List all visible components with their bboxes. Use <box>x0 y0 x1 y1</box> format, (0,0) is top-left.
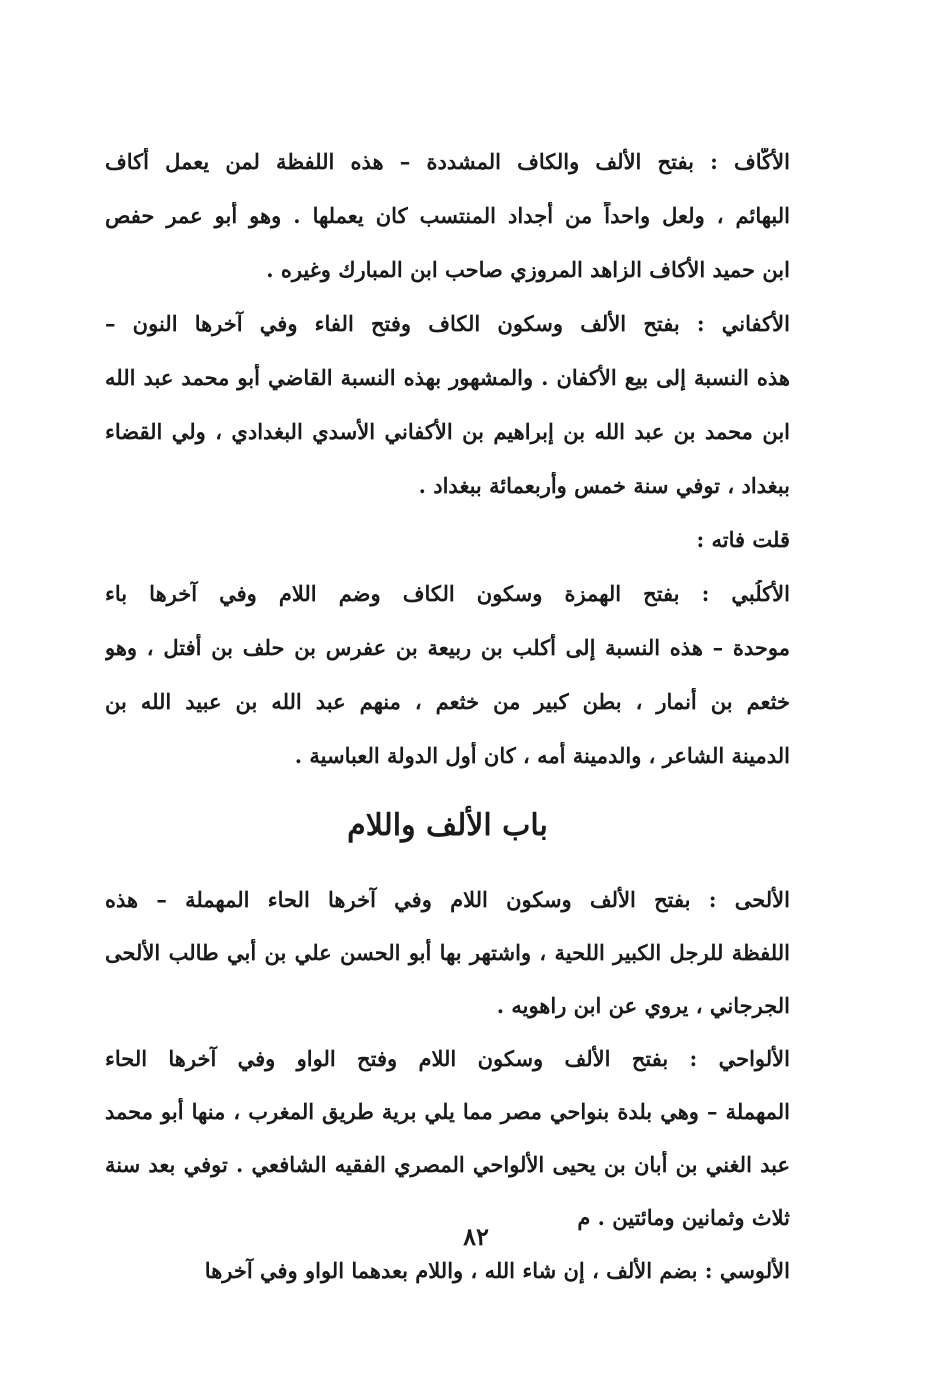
text-line: الجرجاني ، يروي عن ابن راهويه . <box>496 993 790 1018</box>
page-number: ٨٢ <box>463 1222 489 1251</box>
entry <box>105 148 790 284</box>
entry <box>105 310 790 500</box>
text-line: خثعم بن أنمار ، بطن كبير من خثعم ، منهم عبد الله بن عبيد الله بن <box>105 689 790 714</box>
text-line: الأكلُبي : بفتح الهمزة وسكون الكاف وضم اللام وفي آخرها باء <box>105 581 790 606</box>
text-line: ببغداد ، توفي سنة خمس وأربعمائة ببغداد . <box>418 473 790 498</box>
text-line: المهملة – وهي بلدة بنواحي مصر مما يلي برية طريق المغرب ، منها أبو محمد <box>105 1099 790 1124</box>
text-line: ابن محمد بن عبد الله بن إبراهيم بن الأكفاني الأسدي البغدادي ، ولي القضاء <box>105 419 790 444</box>
entry <box>105 580 790 770</box>
text-line: البهائم ، ولعل واحداً من أجداد المنتسب كان يعملها . وهو أبو عمر حفص <box>105 203 790 228</box>
entry <box>105 1257 790 1285</box>
text-line: هذه النسبة إلى بيع الأكفان . والمشهور بهذه النسبة القاضي أبو محمد عبد الله <box>105 365 790 390</box>
page-body <box>105 148 790 1308</box>
section-title: باب الألف واللام <box>347 808 548 843</box>
entries-before <box>105 148 790 770</box>
entry <box>105 886 790 1020</box>
text-line: الأُلوسي : بضم الألف ، إن شاء الله ، واللام بعدهما الواو وفي آخرها <box>204 1258 790 1283</box>
text-line: الأكّاف : بفتح الألف والكاف المشددة – هذه اللفظة لمن يعمل أكاف <box>105 149 790 174</box>
text-line: ثلاث وثمانين ومائتين . م <box>577 1205 790 1230</box>
text-line: الأكفاني : بفتح الألف وسكون الكاف وفتح الفاء وفي آخرها النون – <box>105 311 790 336</box>
text-line: الألواحي : بفتح الألف وسكون اللام وفتح الواو وفي آخرها الحاء <box>105 1046 790 1071</box>
entry <box>105 1045 790 1232</box>
text-line: الدمينة الشاعر ، والدمينة أمه ، كان أول الدولة العباسية . <box>294 743 790 768</box>
text-line: عبد الغني بن أبان بن يحيى الألواحي المصري الفقيه الشافعي . توفي بعد سنة <box>105 1152 790 1177</box>
entry <box>105 526 790 554</box>
text-line: قلت فاته : <box>696 527 790 552</box>
text-line: اللفظة للرجل الكبير اللحية ، واشتهر بها أبو الحسن علي بن أبي طالب الألحى <box>105 940 790 965</box>
text-line: موحدة – هذه النسبة إلى أكلب بن ربيعة بن عفرس بن حلف بن أفتل ، وهو <box>105 635 790 660</box>
text-line: ابن حميد الأكاف الزاهد المروزي صاحب ابن المبارك وغيره . <box>266 257 790 282</box>
text-line: الألحى : بفتح الألف وسكون اللام وفي آخرها الحاء المهملة – هذه <box>105 887 790 912</box>
